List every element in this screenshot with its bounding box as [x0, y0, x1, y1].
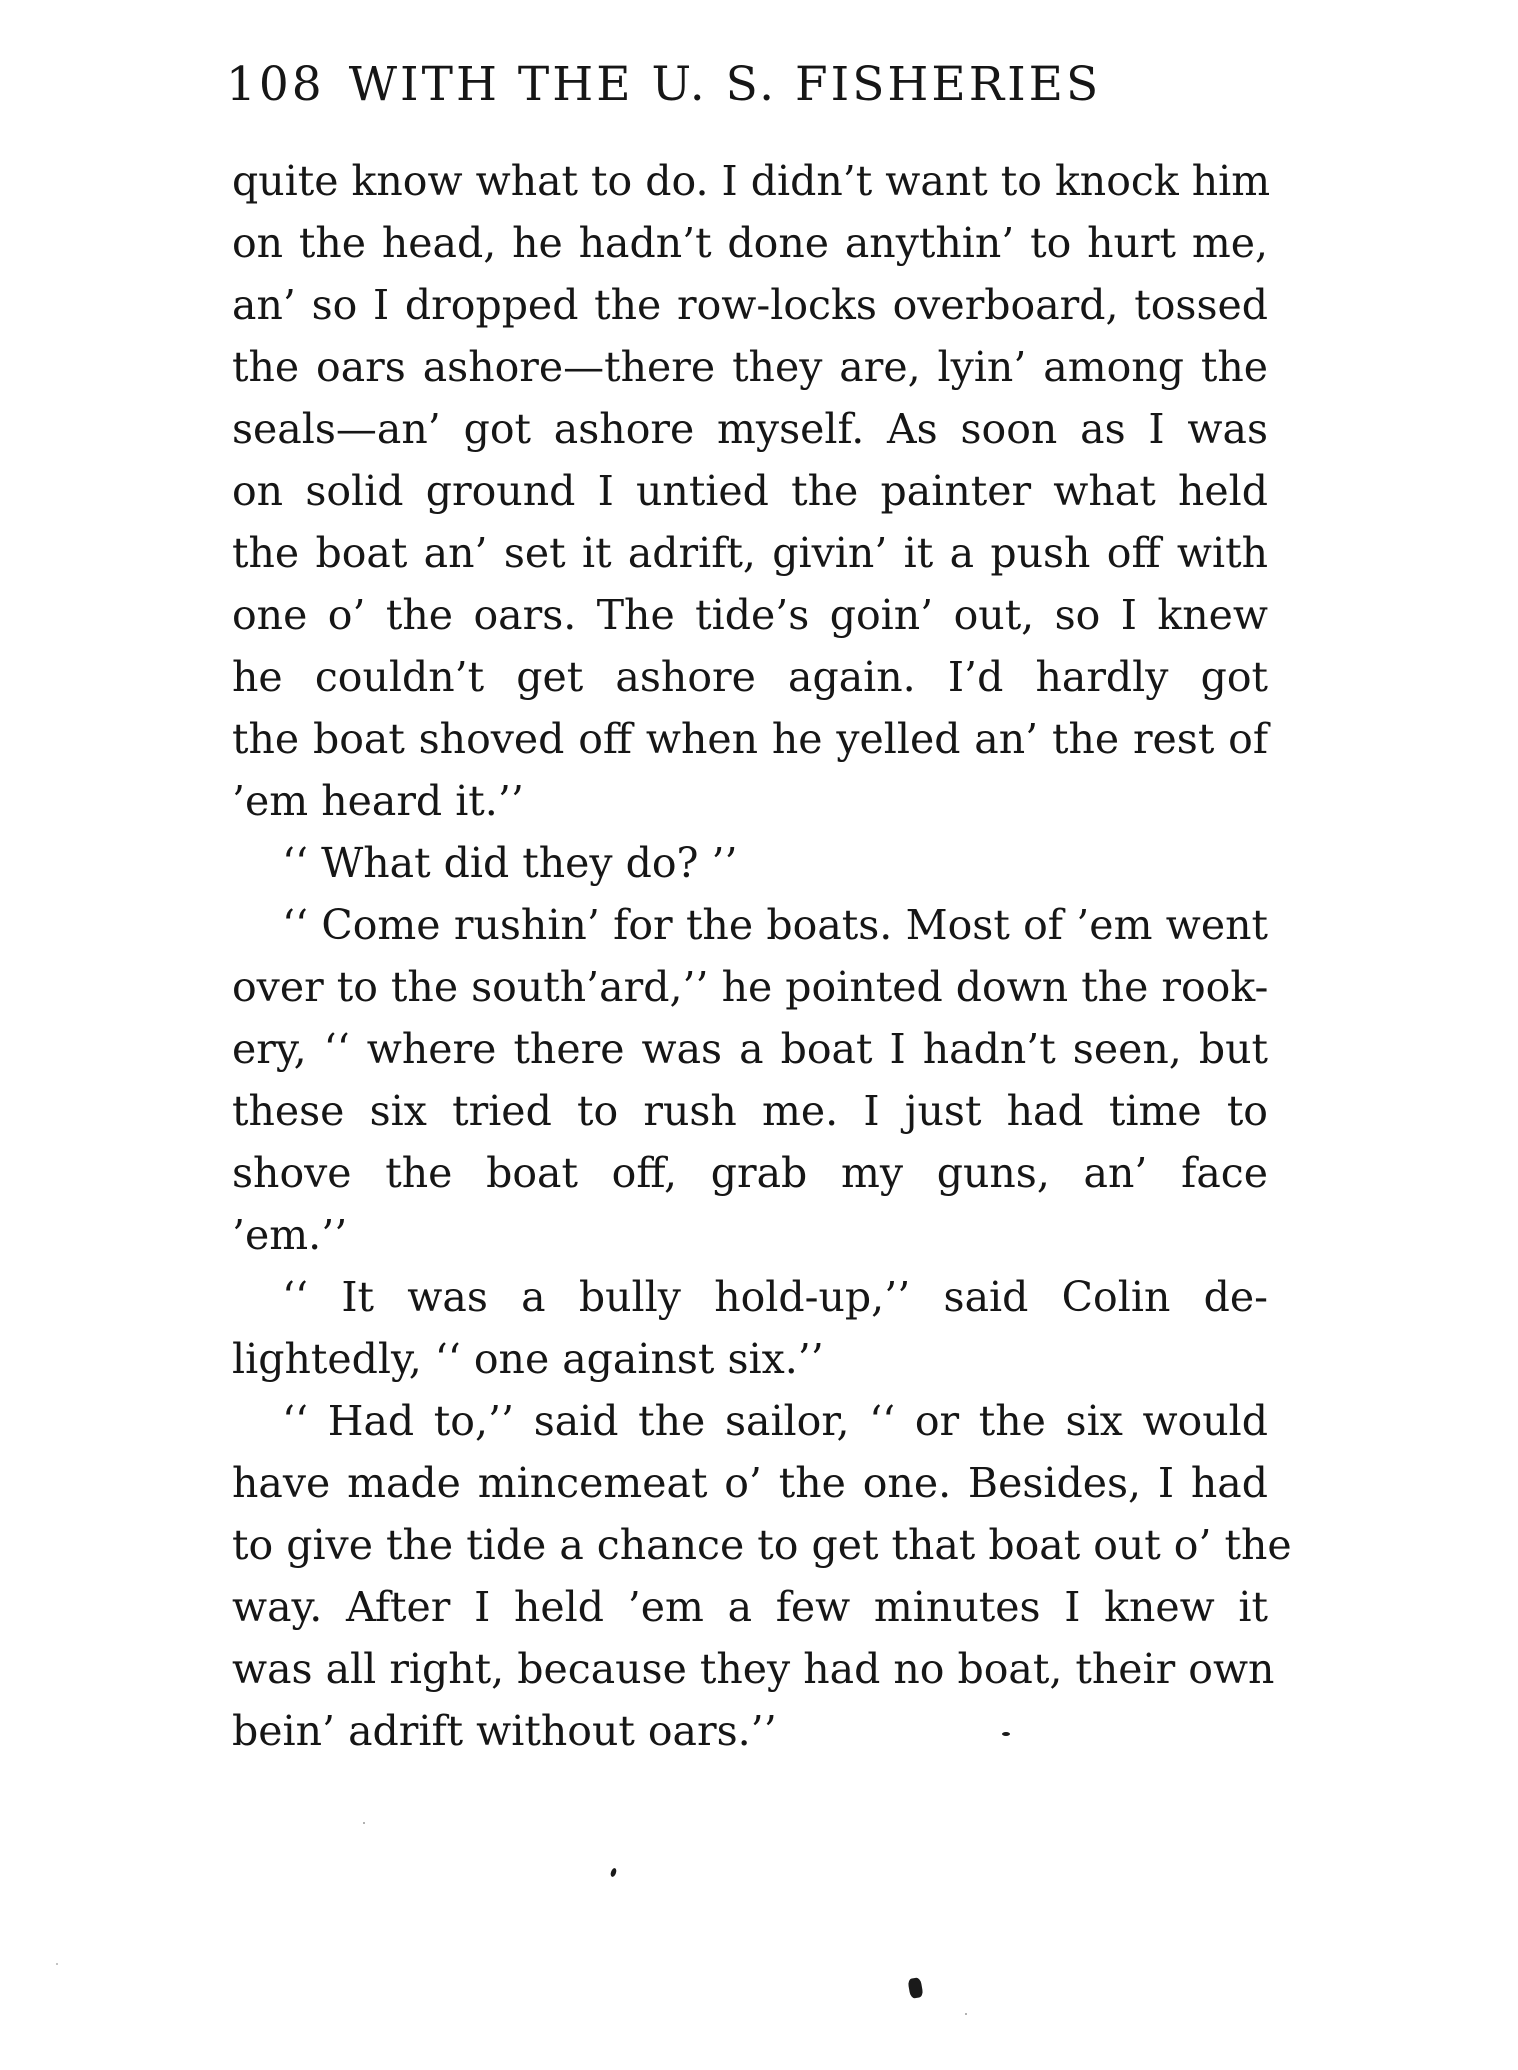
ink-speck — [56, 1963, 58, 1965]
text-line: ’em.’’ — [232, 1211, 348, 1259]
ink-speck — [907, 1977, 923, 1999]
text-line: he couldn’t get ashore again. I’d hardly got — [232, 653, 1268, 701]
text-line: way. After I held ’em a few minutes I knew it — [232, 1583, 1268, 1631]
text-line: an’ so I dropped the row-locks overboard, tossed — [232, 281, 1268, 329]
text-line: to give the tide a chance to get that boat out o’ the — [232, 1521, 1292, 1569]
text-line: quite know what to do. I didn’t want to knock him — [232, 157, 1271, 205]
text-line: lightedly, ‘‘ one against six.’’ — [232, 1335, 824, 1383]
text-line: was all right, because they had no boat, their own — [232, 1645, 1275, 1693]
text-line: ‘‘ What did they do? ’’ — [282, 839, 738, 887]
text-line: shove the boat off, grab my guns, an’ face — [232, 1149, 1268, 1197]
text-line: ‘‘ Come rushin’ for the boats. Most of ’em went — [282, 901, 1268, 949]
text-line: the boat shoved off when he yelled an’ the rest of — [232, 715, 1268, 763]
text-line: seals—an’ got ashore myself. As soon as I was — [232, 405, 1268, 453]
ink-speck — [610, 1867, 618, 1877]
text-line: ery, ‘‘ where there was a boat I hadn’t seen, but — [232, 1025, 1268, 1073]
text-line: on solid ground I untied the painter what held — [232, 467, 1268, 515]
text-line: ’em heard it.’’ — [232, 777, 524, 825]
text-line: the boat an’ set it adrift, givin’ it a push off with — [232, 529, 1268, 577]
text-line: one o’ the oars. The tide’s goin’ out, so I knew — [232, 591, 1268, 639]
running-head — [226, 55, 1286, 115]
ink-speck — [363, 1822, 365, 1824]
text-line: these six tried to rush me. I just had time to — [232, 1087, 1268, 1135]
text-line: bein’ adrift without oars.’’ — [232, 1707, 777, 1755]
text-line: ‘‘ Had to,’’ said the sailor, ‘‘ or the six would — [282, 1397, 1268, 1445]
ink-speck — [1002, 1732, 1010, 1736]
text-line: over to the south’ard,’’ he pointed down the rook- — [232, 963, 1269, 1011]
running-title: WITH THE U. S. FISHERIES — [348, 57, 1102, 112]
text-line: have made mincemeat o’ the one. Besides, I had — [232, 1459, 1268, 1507]
page-number: 108 — [226, 57, 325, 112]
text-line: ‘‘ It was a bully hold-up,’’ said Colin de- — [282, 1273, 1268, 1321]
ink-speck — [965, 2013, 967, 2015]
text-line: on the head, he hadn’t done anythin’ to hurt me, — [232, 219, 1268, 267]
text-line: the oars ashore—there they are, lyin’ among the — [232, 343, 1268, 391]
